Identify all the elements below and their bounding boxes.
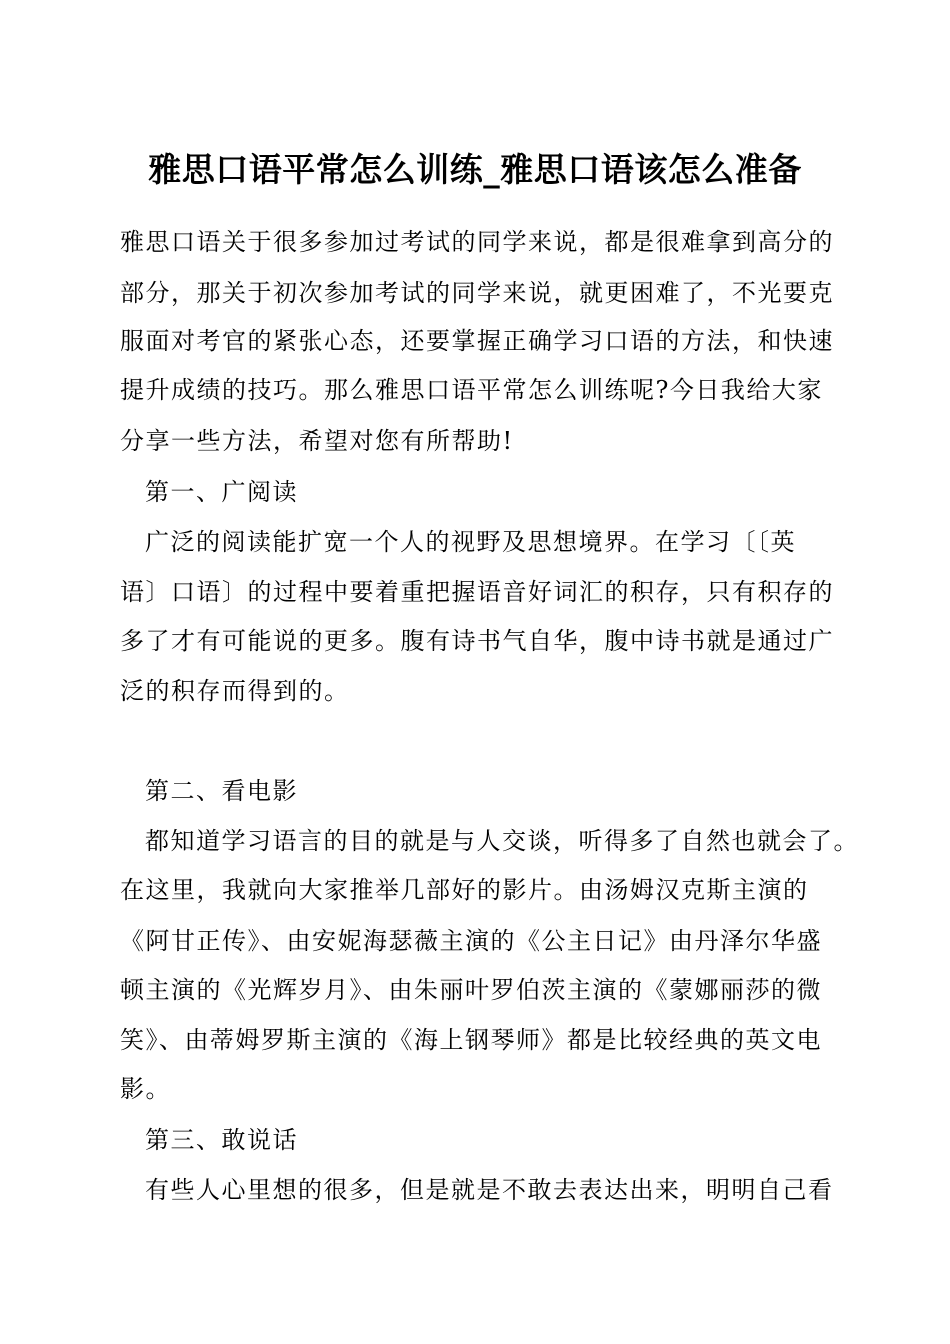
section-2-line-5: 笑》、由蒂姆罗斯主演的《海上钢琴师》都是比较经典的英文电 (120, 1026, 822, 1054)
intro-line-4: 提升成绩的技巧。那么雅思口语平常怎么训练呢?今日我给大家 (120, 376, 823, 404)
section-1-line-4: 泛的积存而得到的。 (120, 677, 350, 705)
section-1-line-2: 语〕口语〕的过程中要着重把握语音好词汇的积存，只有积存的 (120, 578, 834, 606)
section-1-heading: 第一、广阅读 (145, 478, 298, 506)
section-2-heading: 第二、看电影 (145, 777, 298, 805)
section-2-line-4: 顿主演的《光辉岁月》、由朱丽叶罗伯茨主演的《蒙娜丽莎的微 (120, 976, 822, 1004)
document-title: 雅思口语平常怎么训练_雅思口语该怎么准备 (148, 150, 802, 189)
section-1-line-1: 广泛的阅读能扩宽一个人的视野及思想境界。在学习〔〔英 (145, 528, 796, 556)
section-2-line-1: 都知道学习语言的目的就是与人交谈，听得多了自然也就会了。 (145, 827, 859, 855)
intro-line-5: 分享一些方法，希望对您有所帮助! (120, 427, 514, 455)
section-3-line-1: 有些人心里想的很多，但是就是不敢去表达出来，明明自己看 (145, 1176, 834, 1204)
section-2-line-3: 《阿甘正传》、由安妮海瑟薇主演的《公主日记》由丹泽尔华盛 (120, 927, 822, 955)
section-3-heading: 第三、敢说话 (145, 1126, 298, 1154)
section-2-line-6: 影。 (120, 1075, 171, 1103)
section-2-line-2: 在这里，我就向大家推举几部好的影片。由汤姆汉克斯主演的 (120, 876, 809, 904)
intro-line-1: 雅思口语关于很多参加过考试的同学来说，都是很难拿到高分的 (120, 228, 834, 256)
section-1-line-3: 多了才有可能说的更多。腹有诗书气自华，腹中诗书就是通过广 (120, 627, 834, 655)
intro-line-2: 部分，那关于初次参加考试的同学来说，就更困难了，不光要克 (120, 279, 834, 307)
intro-line-3: 服面对考官的紧张心态，还要掌握正确学习口语的方法，和快速 (120, 327, 834, 355)
